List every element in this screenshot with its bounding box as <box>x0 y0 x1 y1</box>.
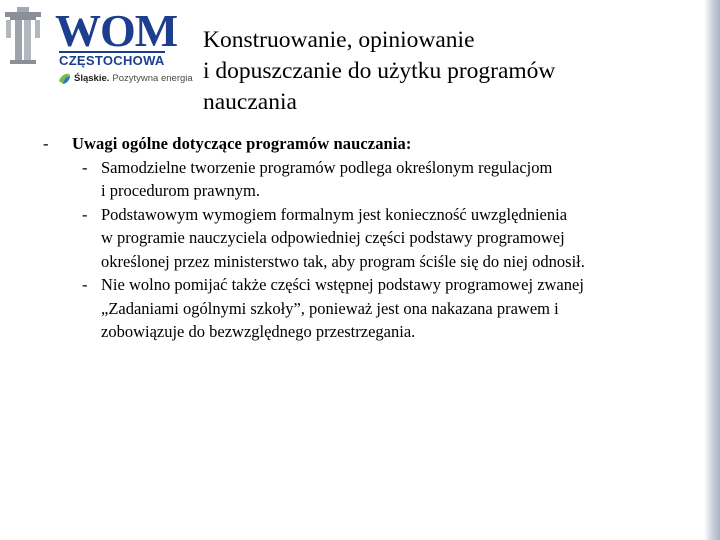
list-item <box>0 273 700 344</box>
slide-edge-decoration <box>704 0 720 540</box>
logo-city-name: CZĘSTOCHOWA <box>59 53 165 68</box>
list-item-line: Samodzielne tworzenie programów podlega określonym regulacjom <box>101 157 553 177</box>
list-item-line: określonej przez ministerstwo tak, aby program ściśle się do niej odnosił. <box>101 251 585 271</box>
main-bullet <box>0 132 700 156</box>
list-item-line: zobowiązuje do bezwzględnego przestrzegania. <box>101 322 416 341</box>
logo-wordmark: WOM <box>55 5 178 56</box>
wom-logo <box>0 5 193 90</box>
slide-title <box>203 25 703 118</box>
building-emblem-icon <box>0 6 50 68</box>
list-item-line: i procedurom prawnym. <box>101 181 260 200</box>
slide-title-line: Konstruowanie, opiniowanie <box>203 27 475 53</box>
list-item-line: „Zadaniami ogólnymi szkoły”, ponieważ jest ona nakazana prawem i <box>101 298 559 318</box>
bullet-dash: - <box>82 157 88 177</box>
bullet-dash: - <box>82 204 88 224</box>
list-item <box>0 156 700 203</box>
list-item-line: Podstawowym wymogiem formalnym jest konieczność uwzględnienia <box>101 204 568 224</box>
slide-body <box>0 132 700 344</box>
list-item-line: w programie nauczyciela odpowiedniej części podstawy programowej <box>101 228 565 247</box>
bullet-dash: - <box>82 275 88 294</box>
slaskie-tagline: Pozytywna energia <box>112 72 193 84</box>
slaskie-label: Śląskie. <box>74 72 110 84</box>
section-heading: Uwagi ogólne dotyczące programów nauczania: <box>72 134 412 153</box>
slide-title-line: i dopuszczanie do użytku programów <box>203 58 556 84</box>
slaskie-mark-icon <box>58 72 71 85</box>
list-item-line: Nie wolno pomijać także części wstępnej podstawy programowej zwanej <box>101 275 584 294</box>
bullet-dash: - <box>43 134 49 153</box>
slaskie-badge <box>58 70 193 86</box>
list-item <box>0 203 700 274</box>
slide-title-line: nauczania <box>203 89 297 115</box>
